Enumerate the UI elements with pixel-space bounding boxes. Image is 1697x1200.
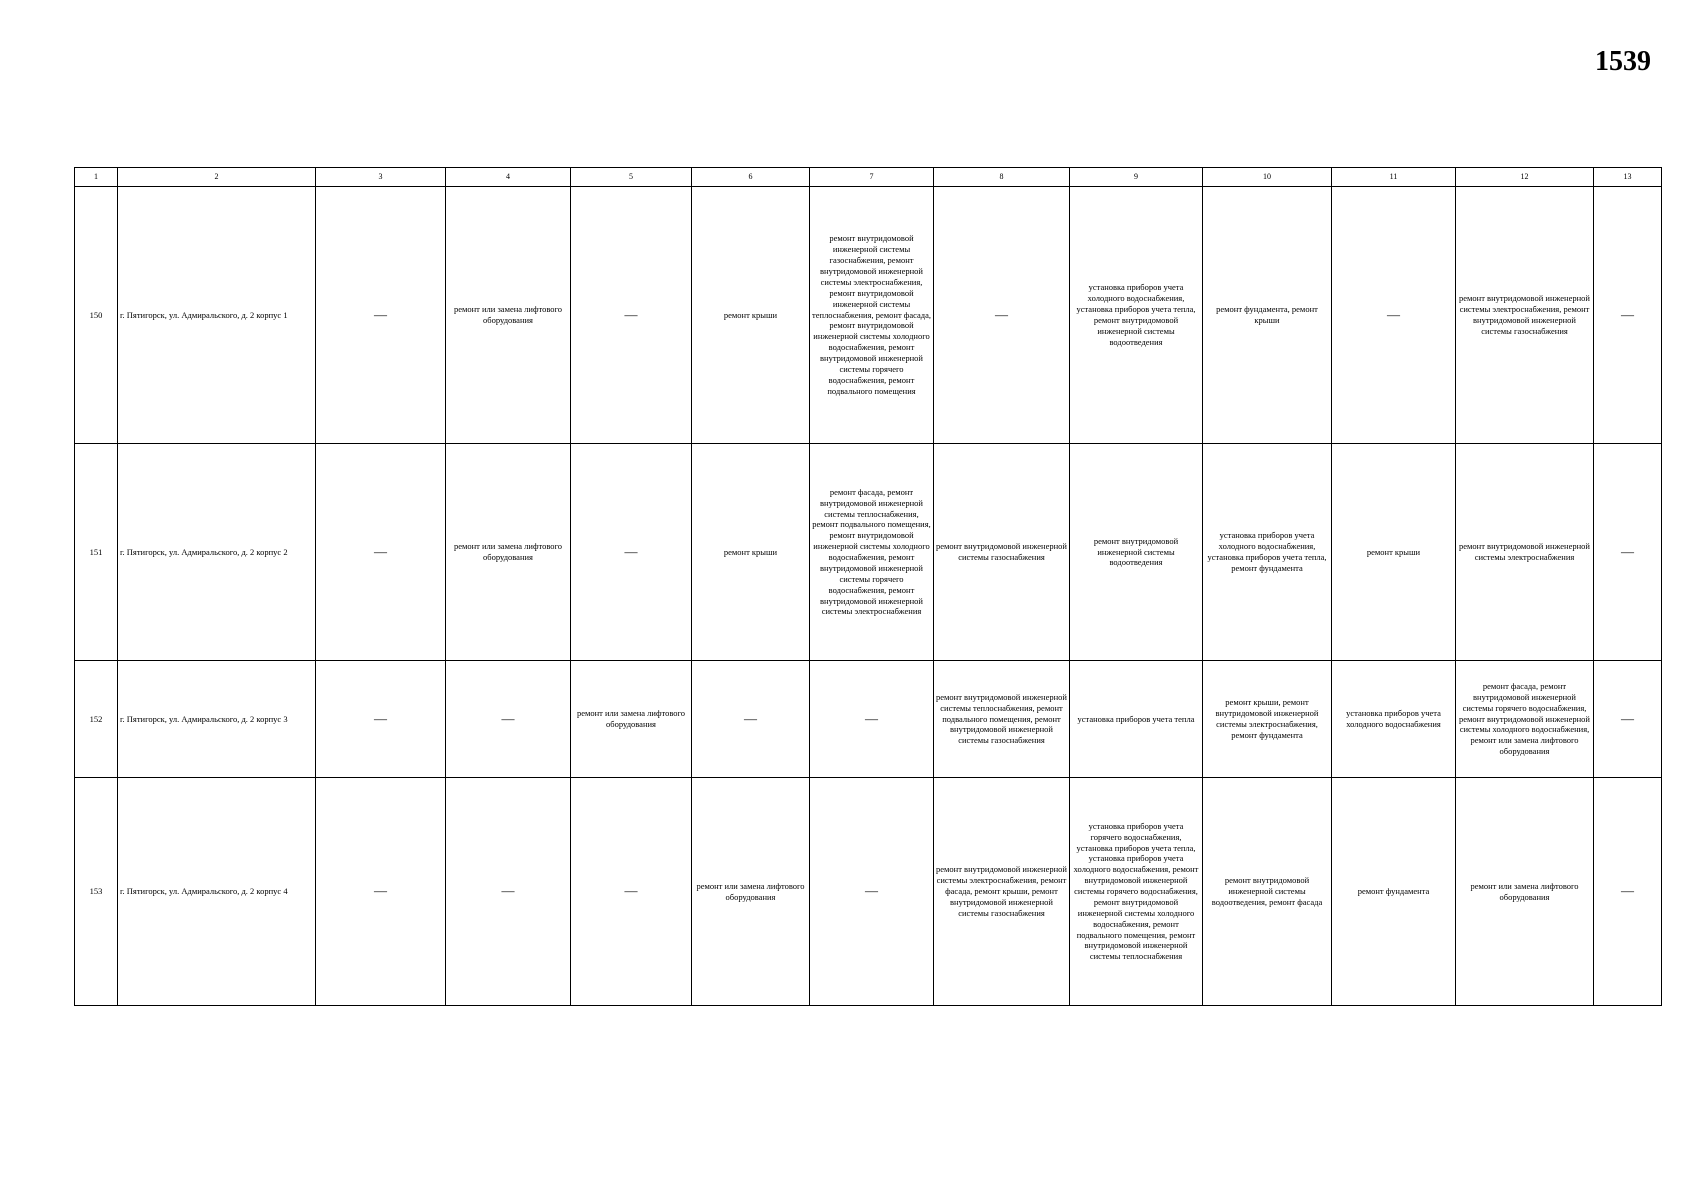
row-number: 150 bbox=[75, 187, 118, 444]
cell-col-9: установка приборов учета тепла bbox=[1070, 661, 1203, 778]
row-number: 152 bbox=[75, 661, 118, 778]
cell-col-6: ремонт крыши bbox=[692, 187, 810, 444]
cell-col-7: — bbox=[810, 661, 934, 778]
column-number: 9 bbox=[1070, 168, 1203, 187]
cell-col-7: — bbox=[810, 778, 934, 1006]
cell-col-9: установка приборов учета горячего водоснабжения, установка приборов учета тепла, установка приборов учета холодного водоснабжения, ремонт внутридомовой инженерной системы горячего водоснабжения, ремонт внутридомовой инженерной системы холодного водоснабжения, ремонт подвального помещения, ремонт внутридомовой инженерной системы теплоснабжения bbox=[1070, 778, 1203, 1006]
column-number: 4 bbox=[446, 168, 571, 187]
address-cell: г. Пятигорск, ул. Адмиральского, д. 2 корпус 4 bbox=[118, 778, 316, 1006]
column-number: 6 bbox=[692, 168, 810, 187]
cell-col-3: — bbox=[316, 778, 446, 1006]
cell-col-11: ремонт фундамента bbox=[1332, 778, 1456, 1006]
cell-col-11: — bbox=[1332, 187, 1456, 444]
cell-col-4: — bbox=[446, 778, 571, 1006]
cell-col-5: — bbox=[571, 444, 692, 661]
column-number: 10 bbox=[1203, 168, 1332, 187]
cell-col-5: ремонт или замена лифтового оборудования bbox=[571, 661, 692, 778]
column-number-row bbox=[75, 168, 1662, 187]
cell-col-12: ремонт внутридомовой инженерной системы электроснабжения bbox=[1456, 444, 1594, 661]
address-cell: г. Пятигорск, ул. Адмиральского, д. 2 корпус 3 bbox=[118, 661, 316, 778]
cell-col-13: — bbox=[1594, 187, 1662, 444]
row-number: 151 bbox=[75, 444, 118, 661]
cell-col-10: ремонт фундамента, ремонт крыши bbox=[1203, 187, 1332, 444]
cell-col-8: ремонт внутридомовой инженерной системы газоснабжения bbox=[934, 444, 1070, 661]
cell-col-8: ремонт внутридомовой инженерной системы теплоснабжения, ремонт подвального помещения, ремонт внутридомовой инженерной системы газоснабжения bbox=[934, 661, 1070, 778]
table-row bbox=[75, 778, 1662, 1006]
cell-col-3: — bbox=[316, 444, 446, 661]
column-number: 5 bbox=[571, 168, 692, 187]
address-cell: г. Пятигорск, ул. Адмиральского, д. 2 корпус 2 bbox=[118, 444, 316, 661]
column-number: 11 bbox=[1332, 168, 1456, 187]
column-number: 8 bbox=[934, 168, 1070, 187]
column-number: 3 bbox=[316, 168, 446, 187]
cell-col-4: ремонт или замена лифтового оборудования bbox=[446, 187, 571, 444]
cell-col-13: — bbox=[1594, 661, 1662, 778]
table-row bbox=[75, 187, 1662, 444]
cell-col-8: — bbox=[934, 187, 1070, 444]
cell-col-11: установка приборов учета холодного водоснабжения bbox=[1332, 661, 1456, 778]
cell-col-6: — bbox=[692, 661, 810, 778]
cell-col-13: — bbox=[1594, 778, 1662, 1006]
cell-col-3: — bbox=[316, 187, 446, 444]
cell-col-5: — bbox=[571, 778, 692, 1006]
column-number: 1 bbox=[75, 168, 118, 187]
column-number: 7 bbox=[810, 168, 934, 187]
cell-col-5: — bbox=[571, 187, 692, 444]
row-number: 153 bbox=[75, 778, 118, 1006]
cell-col-8: ремонт внутридомовой инженерной системы электроснабжения, ремонт фасада, ремонт крыши, ремонт внутридомовой инженерной системы газоснабжения bbox=[934, 778, 1070, 1006]
cell-col-4: — bbox=[446, 661, 571, 778]
page-number: 1539 bbox=[1595, 46, 1651, 77]
cell-col-9: установка приборов учета холодного водоснабжения, установка приборов учета тепла, ремонт внутридомовой инженерной системы водоотведения bbox=[1070, 187, 1203, 444]
cell-col-12: ремонт фасада, ремонт внутридомовой инженерной системы горячего водоснабжения, ремонт внутридомовой инженерной системы холодного водоснабжения, ремонт или замена лифтового оборудования bbox=[1456, 661, 1594, 778]
cell-col-6: ремонт крыши bbox=[692, 444, 810, 661]
cell-col-6: ремонт или замена лифтового оборудования bbox=[692, 778, 810, 1006]
cell-col-7: ремонт внутридомовой инженерной системы газоснабжения, ремонт внутридомовой инженерной системы электроснабжения, ремонт внутридомовой инженерной системы теплоснабжения, ремонт фасада, ремонт внутридомовой инженерной системы холодного водоснабжения, ремонт внутридомовой инженерной системы горячего водоснабжения, ремонт подвального помещения bbox=[810, 187, 934, 444]
cell-col-10: ремонт внутридомовой инженерной системы водоотведения, ремонт фасада bbox=[1203, 778, 1332, 1006]
repair-schedule-table bbox=[74, 167, 1662, 1006]
cell-col-10: ремонт крыши, ремонт внутридомовой инженерной системы электроснабжения, ремонт фундамента bbox=[1203, 661, 1332, 778]
column-number: 2 bbox=[118, 168, 316, 187]
column-number: 12 bbox=[1456, 168, 1594, 187]
cell-col-12: ремонт или замена лифтового оборудования bbox=[1456, 778, 1594, 1006]
table-row bbox=[75, 444, 1662, 661]
cell-col-13: — bbox=[1594, 444, 1662, 661]
cell-col-4: ремонт или замена лифтового оборудования bbox=[446, 444, 571, 661]
table-row bbox=[75, 661, 1662, 778]
cell-col-9: ремонт внутридомовой инженерной системы водоотведения bbox=[1070, 444, 1203, 661]
address-cell: г. Пятигорск, ул. Адмиральского, д. 2 корпус 1 bbox=[118, 187, 316, 444]
cell-col-11: ремонт крыши bbox=[1332, 444, 1456, 661]
cell-col-12: ремонт внутридомовой инженерной системы электроснабжения, ремонт внутридомовой инженерной системы газоснабжения bbox=[1456, 187, 1594, 444]
cell-col-3: — bbox=[316, 661, 446, 778]
column-number: 13 bbox=[1594, 168, 1662, 187]
cell-col-7: ремонт фасада, ремонт внутридомовой инженерной системы теплоснабжения, ремонт подвального помещения, ремонт внутридомовой инженерной системы холодного водоснабжения, ремонт внутридомовой инженерной системы горячего водоснабжения, ремонт внутридомовой инженерной системы электроснабжения bbox=[810, 444, 934, 661]
cell-col-10: установка приборов учета холодного водоснабжения, установка приборов учета тепла, ремонт фундамента bbox=[1203, 444, 1332, 661]
